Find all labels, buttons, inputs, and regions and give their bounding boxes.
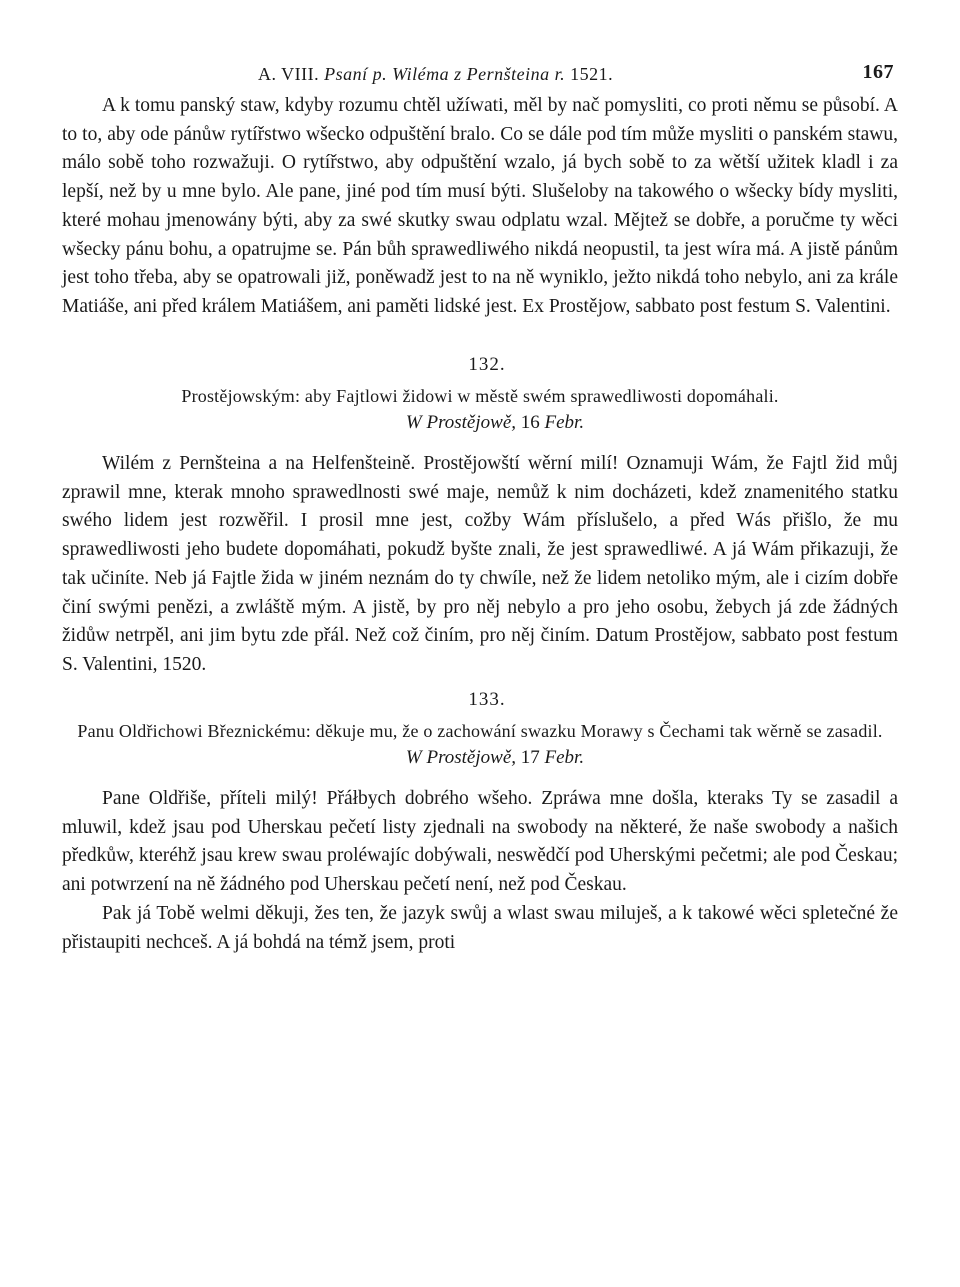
page-number: 167	[862, 61, 894, 83]
continuation-paragraph: A k tomu panský staw, kdyby rozumu chtěl užíwati, měl by nač pomysliti, co proti němu se působí. A to to, aby ode pánůw rytířstwo wšecko odpuštění bralo. Co se dále pod tím může mysliti o panském stawu, málo sobě toho rozwažuji. O rytířstwo, aby odpuštění wzalo, já bych sobě to za wětší užitek kladl i za lepší, než by u mne bylo. Ale pane, jiné pod tím musí býti. Slušeloby na takowého o wšecky bídy mysliti, které mohau jmenowány býti, aby za swé skutky swau odplatu wzal. Mějtež se dobře, a poručme ty wěci wšecky pánu bohu, a opatrujme se. Pán bůh sprawedliwého nikdá neopustil, ta jest wíra má. A jistě pánům jest toho třeba, aby se opatrowali již, poněwadž jest to na ně wyniklo, ježto nikdá toho nebylo, ani za krále Matiáše, ani před králem Matiášem, ani paměti lidské jest. Ex Prostějow, sabbato post festum S. Valentini.	[62, 95, 898, 317]
letter-132	[62, 351, 898, 680]
book-page	[62, 60, 898, 957]
dateline-day: 17	[520, 747, 540, 769]
letter-number: 132.	[468, 353, 506, 375]
running-header	[62, 60, 898, 86]
running-title-italic: Psaní p. Wiléma z Pernšteina r.	[324, 64, 566, 84]
running-title-year: 1521.	[570, 64, 614, 84]
letter-summary: Prostějowským: aby Fajtlowi židowi w městě swém sprawedliwosti dopomáhali.	[181, 386, 779, 407]
letter-dateline	[62, 409, 898, 438]
dateline-month: Febr.	[544, 747, 585, 769]
letter-dateline	[62, 744, 898, 773]
chapter-marker: A. VIII.	[258, 64, 320, 84]
letter-133	[62, 686, 898, 958]
letter-body-paragraph: Pane Oldřiše, příteli milý! Přáłbych dobrého wšeho. Zpráwa mne došla, kteraks Ty se zasadil a mluwil, kdež jsau pod Uherskau pečetí listy zjednali na swobody na některé, že naše swobody a našich předkůw, kteréhž jsau krew swau proléwajíc dobýwali, neswědčí pod Uherskými pečetmi; ale pod Českau; ani potwrzení na ně žádného pod Uherskau pečetí není, než pod Českau.	[62, 788, 898, 896]
letter-number: 133.	[468, 688, 506, 710]
letter-body-paragraph: Pak já Tobě welmi děkuji, žes ten, že jazyk swůj a wlast swau miluješ, a k takowé wěci spletečné že přistaupiti nechceš. A já bohdá na témž jsem, proti	[62, 902, 898, 953]
running-title	[258, 60, 613, 89]
dateline-month: Febr.	[544, 412, 585, 434]
dateline-day: 16	[520, 412, 540, 434]
dateline-place: W Prostějowě,	[405, 412, 517, 434]
dateline-place: W Prostějowě,	[405, 747, 517, 769]
letter-body-paragraph: Wilém z Pernšteina a na Helfenšteině. Prostějowští wěrní milí! Oznamuji Wám, že Fajtl žid můj zprawil mne, kterak mnoho sprawedlnosti swé maje, nemůž k nim docházeti, kdež znamenitého statku swého lidem jest rozwěřil. I prosil mne jest, cožby Wám příslušelo, a před Wás přišlo, že mu sprawedliwosti jeho budete dopomáhati, pokudž byšte znali, že jest sprawedliwé. A já Wám přikazuji, že tak učiníte. Neb já Fajtle žida w jiném neznám do ty chwíle, než že lidem netoliko mým, ale i cizím dobře činí swými penězi, a zwláště mým. A jistě, by pro něj nebylo a pro jeho osobu, žebych já zde žádných židůw netrpěl, ani jim bytu zde přál. Než což činím, pro něj činím. Datum Prostějow, sabbato post festum S. Valentini, 1520.	[62, 453, 898, 675]
letter-summary: Panu Oldřichowi Březnickému: děkuje mu, že o zachowání swazku Morawy s Čechami tak wěrně se zasadil.	[77, 721, 883, 742]
